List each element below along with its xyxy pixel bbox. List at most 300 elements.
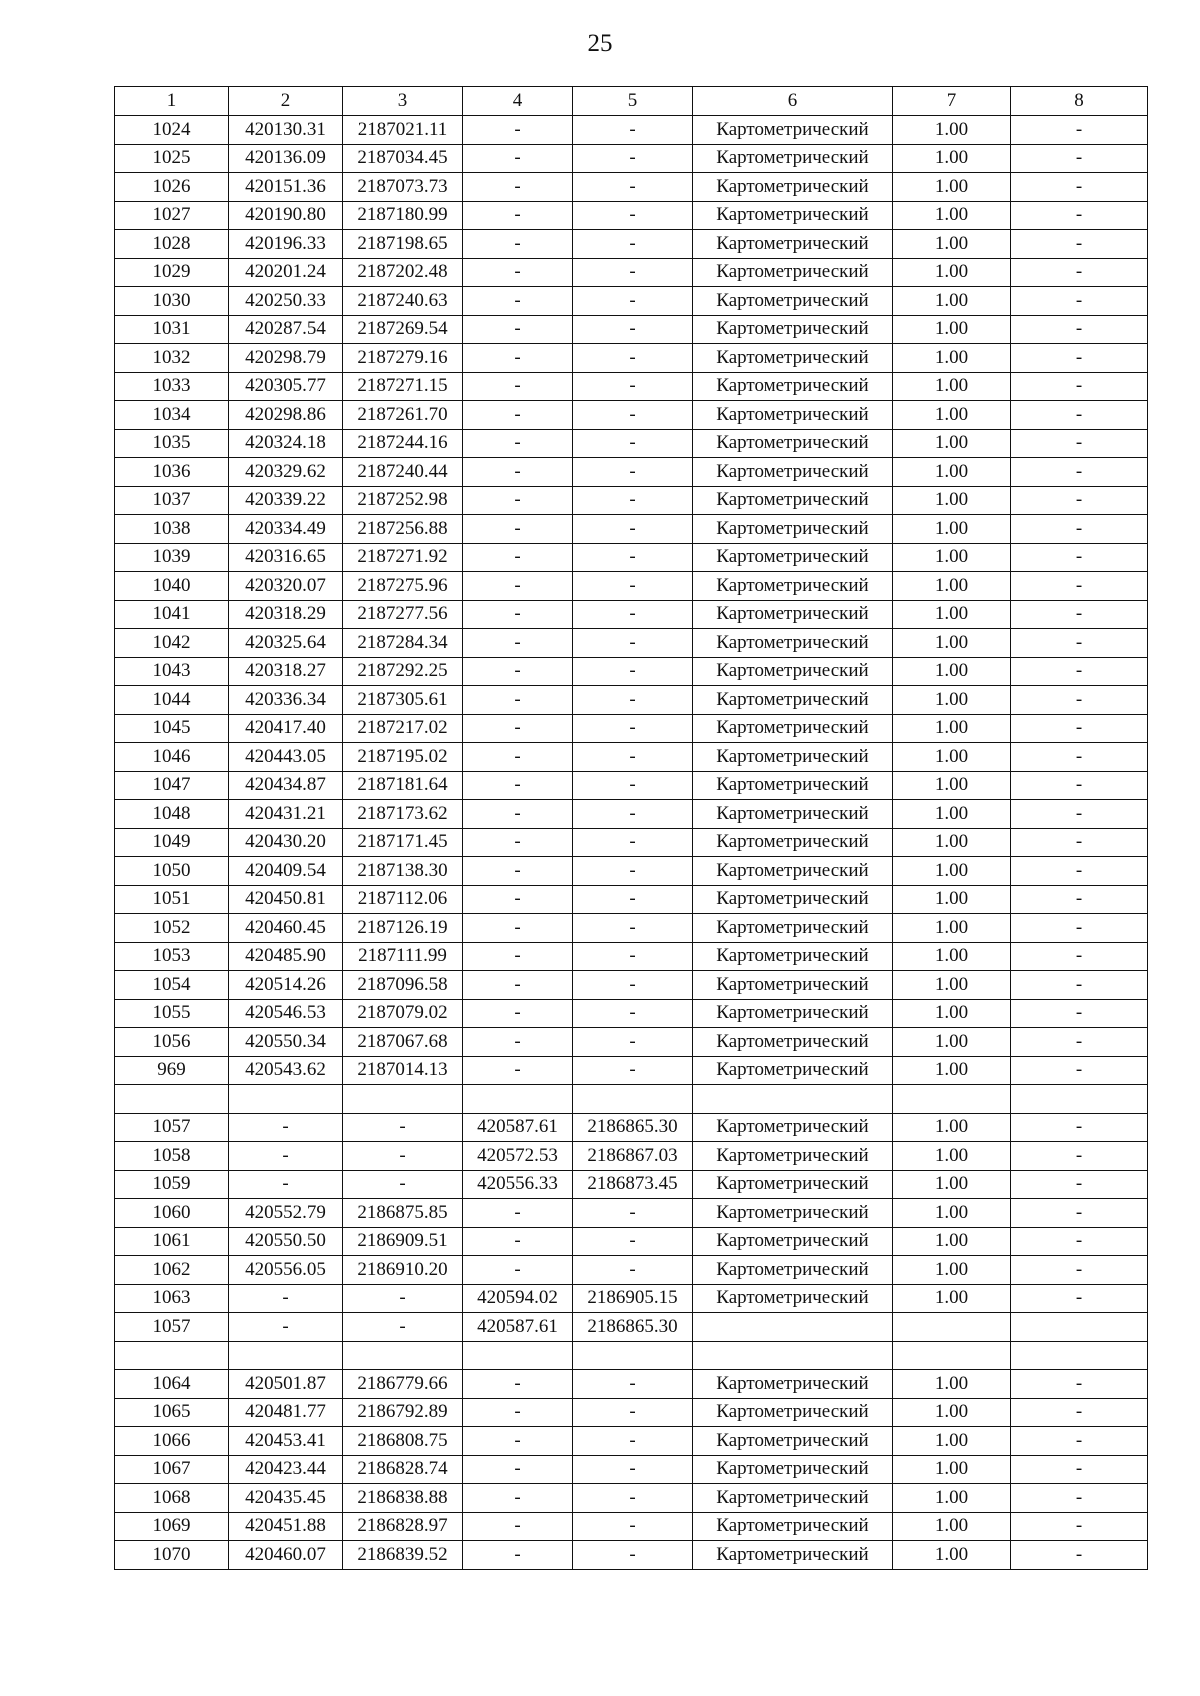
table-cell: - (573, 230, 693, 259)
table-cell: Картометрический (693, 1028, 893, 1057)
table-cell: Картометрический (693, 800, 893, 829)
table-cell: - (1011, 344, 1148, 373)
table-row (115, 1484, 1148, 1513)
table-cell: - (573, 1370, 693, 1399)
table-cell: 2187275.96 (343, 572, 463, 601)
table-cell: Картометрический (693, 429, 893, 458)
table-cell: Картометрический (693, 999, 893, 1028)
table-row (115, 144, 1148, 173)
table-cell: - (343, 1313, 463, 1342)
table-cell: - (463, 1227, 573, 1256)
table-cell: 420136.09 (229, 144, 343, 173)
table-cell: 420514.26 (229, 971, 343, 1000)
table-cell: - (573, 914, 693, 943)
table-cell: 1.00 (893, 657, 1011, 686)
table-cell: - (573, 743, 693, 772)
table-cell: 1038 (115, 515, 229, 544)
column-header: 8 (1011, 87, 1148, 116)
table-cell (693, 1085, 893, 1114)
table-cell: - (463, 486, 573, 515)
table-cell: 2186779.66 (343, 1370, 463, 1399)
table-cell: - (573, 429, 693, 458)
table-cell (343, 1341, 463, 1370)
table-cell: 1067 (115, 1455, 229, 1484)
table-cell: 420298.86 (229, 401, 343, 430)
table-cell: - (463, 287, 573, 316)
table-cell: - (573, 287, 693, 316)
table-cell: 2187271.92 (343, 543, 463, 572)
table-cell: - (463, 1512, 573, 1541)
table-cell: - (573, 572, 693, 601)
table-cell: 420336.34 (229, 686, 343, 715)
table-cell: 2187252.98 (343, 486, 463, 515)
table-cell: 1.00 (893, 486, 1011, 515)
table-row (115, 258, 1148, 287)
table-cell: - (1011, 515, 1148, 544)
table-row (115, 486, 1148, 515)
table-cell: 1.00 (893, 401, 1011, 430)
table-cell: Картометрический (693, 914, 893, 943)
table-row (115, 600, 1148, 629)
table-cell: - (1011, 1170, 1148, 1199)
table-cell: 2187269.54 (343, 315, 463, 344)
table-cell: 1036 (115, 458, 229, 487)
table-row (115, 543, 1148, 572)
table-row (115, 657, 1148, 686)
table-cell: - (573, 401, 693, 430)
table-cell: 420550.50 (229, 1227, 343, 1256)
table-cell: - (1011, 1199, 1148, 1228)
table-cell: 2187171.45 (343, 828, 463, 857)
table-cell (463, 1085, 573, 1114)
table-cell: - (1011, 173, 1148, 202)
table-cell: 1035 (115, 429, 229, 458)
table-cell: 420460.07 (229, 1541, 343, 1570)
table-cell: - (573, 600, 693, 629)
table-cell: 2186808.75 (343, 1427, 463, 1456)
table-cell: 420501.87 (229, 1370, 343, 1399)
table-cell: - (1011, 657, 1148, 686)
table-cell: Картометрический (693, 486, 893, 515)
table-cell: - (463, 315, 573, 344)
table-cell: - (1011, 1427, 1148, 1456)
table-cell: 1.00 (893, 315, 1011, 344)
table-cell: 2187021.11 (343, 116, 463, 145)
table-cell: - (1011, 572, 1148, 601)
table-cell: 420334.49 (229, 515, 343, 544)
table-cell: Картометрический (693, 1512, 893, 1541)
table-cell: 1053 (115, 942, 229, 971)
table-cell: - (573, 458, 693, 487)
table-row (115, 1199, 1148, 1228)
table-row (115, 344, 1148, 373)
table-cell (115, 1085, 229, 1114)
table-row (115, 1056, 1148, 1085)
table-cell: 1.00 (893, 1028, 1011, 1057)
table-cell: 1.00 (893, 1170, 1011, 1199)
table-cell: - (573, 828, 693, 857)
table-cell: Картометрический (693, 543, 893, 572)
table-cell: 420546.53 (229, 999, 343, 1028)
column-header: 6 (693, 87, 893, 116)
table-cell: Картометрический (693, 401, 893, 430)
table-cell: - (1011, 230, 1148, 259)
table-cell: - (1011, 201, 1148, 230)
table-cell: - (463, 600, 573, 629)
table-cell: - (573, 344, 693, 373)
table-cell: 1030 (115, 287, 229, 316)
table-cell: 1063 (115, 1284, 229, 1313)
table-header-row (115, 87, 1148, 116)
table-cell: 2187277.56 (343, 600, 463, 629)
table-row (115, 1284, 1148, 1313)
table-cell: - (463, 515, 573, 544)
table-cell: 1.00 (893, 429, 1011, 458)
table-cell (893, 1341, 1011, 1370)
table-cell: 420435.45 (229, 1484, 343, 1513)
table-cell: 2187181.64 (343, 771, 463, 800)
table-cell: 1059 (115, 1170, 229, 1199)
table-cell: 2187284.34 (343, 629, 463, 658)
table-cell: - (463, 743, 573, 772)
table-cell: - (573, 800, 693, 829)
table-cell (693, 1313, 893, 1342)
table-cell: 1052 (115, 914, 229, 943)
blank-separator-row (115, 1341, 1148, 1370)
table-cell: Картометрический (693, 258, 893, 287)
table-cell: 1037 (115, 486, 229, 515)
table-cell: 420453.41 (229, 1427, 343, 1456)
table-cell: - (573, 1455, 693, 1484)
table-cell: 420287.54 (229, 315, 343, 344)
table-cell: - (463, 230, 573, 259)
table-cell: Картометрический (693, 1370, 893, 1399)
table-cell: 420481.77 (229, 1398, 343, 1427)
table-cell (893, 1313, 1011, 1342)
table-cell: - (573, 1028, 693, 1057)
table-cell: - (463, 1056, 573, 1085)
table-row (115, 1370, 1148, 1399)
table-cell (463, 1341, 573, 1370)
table-cell: Картометрический (693, 971, 893, 1000)
table-row (115, 1227, 1148, 1256)
table-cell: Картометрический (693, 1113, 893, 1142)
table-cell: 2186873.45 (573, 1170, 693, 1199)
table-cell: - (343, 1142, 463, 1171)
table-cell: - (1011, 144, 1148, 173)
table-cell: - (229, 1284, 343, 1313)
table-cell: 969 (115, 1056, 229, 1085)
table-cell (573, 1341, 693, 1370)
table-cell: 1049 (115, 828, 229, 857)
table-cell: Картометрический (693, 1284, 893, 1313)
table-cell: 1.00 (893, 144, 1011, 173)
table-cell: 1064 (115, 1370, 229, 1399)
table-cell: Картометрический (693, 1170, 893, 1199)
table-cell: 420543.62 (229, 1056, 343, 1085)
table-cell: - (1011, 1484, 1148, 1513)
table-cell: 2187279.16 (343, 344, 463, 373)
table-cell: 2187126.19 (343, 914, 463, 943)
table-cell: - (1011, 1370, 1148, 1399)
table-cell: 2187195.02 (343, 743, 463, 772)
table-cell: 2186867.03 (573, 1142, 693, 1171)
table-cell: - (463, 828, 573, 857)
column-header: 3 (343, 87, 463, 116)
table-cell: - (463, 1398, 573, 1427)
table-cell: - (229, 1142, 343, 1171)
table-cell (229, 1085, 343, 1114)
table-cell: 420430.20 (229, 828, 343, 857)
table-cell: 1043 (115, 657, 229, 686)
table-cell: 2187180.99 (343, 201, 463, 230)
table-cell: 1029 (115, 258, 229, 287)
table-cell: - (463, 344, 573, 373)
table-row (115, 885, 1148, 914)
table-cell: 1.00 (893, 1541, 1011, 1570)
table-cell (1011, 1313, 1148, 1342)
table-cell: Картометрический (693, 1199, 893, 1228)
table-cell: - (1011, 116, 1148, 145)
table-row (115, 372, 1148, 401)
table-cell: 1058 (115, 1142, 229, 1171)
table-cell: 2187079.02 (343, 999, 463, 1028)
table-cell (115, 1341, 229, 1370)
table-cell: Картометрический (693, 230, 893, 259)
table-row (115, 914, 1148, 943)
table-cell: Картометрический (693, 828, 893, 857)
table-row (115, 315, 1148, 344)
table-cell: 1054 (115, 971, 229, 1000)
table-cell: 1024 (115, 116, 229, 145)
table-cell: - (229, 1113, 343, 1142)
table-cell: - (1011, 1056, 1148, 1085)
table-cell: 2187112.06 (343, 885, 463, 914)
table-cell: - (463, 885, 573, 914)
table-cell: - (573, 1541, 693, 1570)
table-cell: 420190.80 (229, 201, 343, 230)
table-cell: 1033 (115, 372, 229, 401)
table-cell: 2187014.13 (343, 1056, 463, 1085)
table-cell: Картометрический (693, 1256, 893, 1285)
table-cell: - (463, 116, 573, 145)
table-cell: 1.00 (893, 372, 1011, 401)
table-cell: - (1011, 1455, 1148, 1484)
table-cell: - (1011, 1284, 1148, 1313)
table-cell: 1050 (115, 857, 229, 886)
table-cell: - (463, 942, 573, 971)
table-cell: 2186910.20 (343, 1256, 463, 1285)
table-cell: 1.00 (893, 515, 1011, 544)
table-cell: 1040 (115, 572, 229, 601)
table-cell: - (573, 771, 693, 800)
table-cell: - (463, 1028, 573, 1057)
table-cell: 420451.88 (229, 1512, 343, 1541)
table-cell: - (463, 999, 573, 1028)
table-cell: 1047 (115, 771, 229, 800)
table-cell: - (1011, 1512, 1148, 1541)
table-cell: - (1011, 1028, 1148, 1057)
table-row (115, 201, 1148, 230)
table-cell: 2186905.15 (573, 1284, 693, 1313)
table-cell: - (573, 1427, 693, 1456)
table-row (115, 743, 1148, 772)
column-header: 4 (463, 87, 573, 116)
table-cell: Картометрический (693, 173, 893, 202)
table-row (115, 458, 1148, 487)
table-cell: 1.00 (893, 230, 1011, 259)
table-cell: 1.00 (893, 1142, 1011, 1171)
table-cell: 1.00 (893, 201, 1011, 230)
table-cell: 420196.33 (229, 230, 343, 259)
table-cell: 1056 (115, 1028, 229, 1057)
table-cell: - (573, 486, 693, 515)
table-body (115, 116, 1148, 1570)
table-cell: - (1011, 372, 1148, 401)
column-header: 7 (893, 87, 1011, 116)
table-cell: 420450.81 (229, 885, 343, 914)
table-cell: - (463, 1541, 573, 1570)
table-cell: - (1011, 686, 1148, 715)
table-cell: 1045 (115, 714, 229, 743)
table-cell: 1.00 (893, 173, 1011, 202)
table-cell: 2187256.88 (343, 515, 463, 544)
table-cell: Картометрический (693, 857, 893, 886)
table-cell: - (463, 258, 573, 287)
table-cell: 1060 (115, 1199, 229, 1228)
table-cell: 420431.21 (229, 800, 343, 829)
table-row (115, 1512, 1148, 1541)
table-cell: - (463, 1427, 573, 1456)
table-cell: - (573, 999, 693, 1028)
table-cell: - (463, 657, 573, 686)
table-cell (1011, 1085, 1148, 1114)
table-cell: - (229, 1313, 343, 1342)
table-cell: - (1011, 857, 1148, 886)
table-cell: 2187244.16 (343, 429, 463, 458)
page-number: 25 (587, 30, 613, 57)
table-cell: 420587.61 (463, 1313, 573, 1342)
table-row (115, 857, 1148, 886)
table-cell: Картометрический (693, 515, 893, 544)
table-cell: - (463, 201, 573, 230)
table-cell: Картометрический (693, 743, 893, 772)
table-cell: - (573, 116, 693, 145)
table-cell: - (573, 1227, 693, 1256)
table-cell: 1.00 (893, 1427, 1011, 1456)
table-cell: - (573, 885, 693, 914)
table-cell: - (1011, 429, 1148, 458)
table-cell (573, 1085, 693, 1114)
table-cell: 1.00 (893, 743, 1011, 772)
table-cell: 1.00 (893, 686, 1011, 715)
table-cell: 1051 (115, 885, 229, 914)
table-cell: - (463, 1370, 573, 1399)
table-cell: Картометрический (693, 1142, 893, 1171)
table-cell: - (573, 1512, 693, 1541)
table-cell: 2186865.30 (573, 1313, 693, 1342)
table-cell: Картометрический (693, 600, 893, 629)
table-cell: - (573, 201, 693, 230)
table-cell: Картометрический (693, 458, 893, 487)
table-cell: - (343, 1284, 463, 1313)
table-cell: 420325.64 (229, 629, 343, 658)
table-cell: 2187138.30 (343, 857, 463, 886)
table-cell: 1027 (115, 201, 229, 230)
table-cell: 2186909.51 (343, 1227, 463, 1256)
table-cell: 420550.34 (229, 1028, 343, 1057)
table-cell: 1026 (115, 173, 229, 202)
table-row (115, 1313, 1148, 1342)
table-cell: 420298.79 (229, 344, 343, 373)
table-cell: 1062 (115, 1256, 229, 1285)
table-cell: - (573, 1398, 693, 1427)
table-cell: Картометрический (693, 572, 893, 601)
table-cell: 2187067.68 (343, 1028, 463, 1057)
table-cell: 1.00 (893, 800, 1011, 829)
table-cell: 1044 (115, 686, 229, 715)
table-cell: 1070 (115, 1541, 229, 1570)
table-cell: 420316.65 (229, 543, 343, 572)
table-cell: - (463, 800, 573, 829)
table-cell: 2187292.25 (343, 657, 463, 686)
table-cell: - (573, 1256, 693, 1285)
table-cell: - (573, 686, 693, 715)
table-cell: 420556.33 (463, 1170, 573, 1199)
table-cell: Картометрический (693, 1455, 893, 1484)
blank-separator-row (115, 1085, 1148, 1114)
table-cell: 2186792.89 (343, 1398, 463, 1427)
table-cell: - (1011, 971, 1148, 1000)
table-cell (343, 1085, 463, 1114)
table-cell: 2186865.30 (573, 1113, 693, 1142)
table-cell: - (573, 372, 693, 401)
table-cell: 420324.18 (229, 429, 343, 458)
table-cell: 1034 (115, 401, 229, 430)
table-cell: 2187240.63 (343, 287, 463, 316)
table-cell: - (1011, 629, 1148, 658)
table-cell: Картометрический (693, 287, 893, 316)
table-cell: Картометрический (693, 1398, 893, 1427)
table-cell: 420329.62 (229, 458, 343, 487)
table-cell: Картометрический (693, 1484, 893, 1513)
table-cell: Картометрический (693, 714, 893, 743)
table-cell: - (1011, 258, 1148, 287)
table-cell: 1057 (115, 1313, 229, 1342)
table-row (115, 1541, 1148, 1570)
table-cell: 1061 (115, 1227, 229, 1256)
table-cell: - (1011, 287, 1148, 316)
table-cell: - (1011, 828, 1148, 857)
table-cell: Картометрический (693, 885, 893, 914)
table-cell: Картометрический (693, 116, 893, 145)
table-cell: Картометрический (693, 315, 893, 344)
table-cell: 2187261.70 (343, 401, 463, 430)
table-cell: - (463, 429, 573, 458)
table-cell: 2187111.99 (343, 942, 463, 971)
table-cell: - (1011, 743, 1148, 772)
table-cell: - (1011, 714, 1148, 743)
table-cell: 2186875.85 (343, 1199, 463, 1228)
table-row (115, 999, 1148, 1028)
table-cell: 1.00 (893, 828, 1011, 857)
table-row (115, 116, 1148, 145)
table-cell: 1.00 (893, 1113, 1011, 1142)
table-cell: - (573, 1056, 693, 1085)
table-cell: - (1011, 1227, 1148, 1256)
table-row (115, 771, 1148, 800)
table-cell: - (1011, 458, 1148, 487)
